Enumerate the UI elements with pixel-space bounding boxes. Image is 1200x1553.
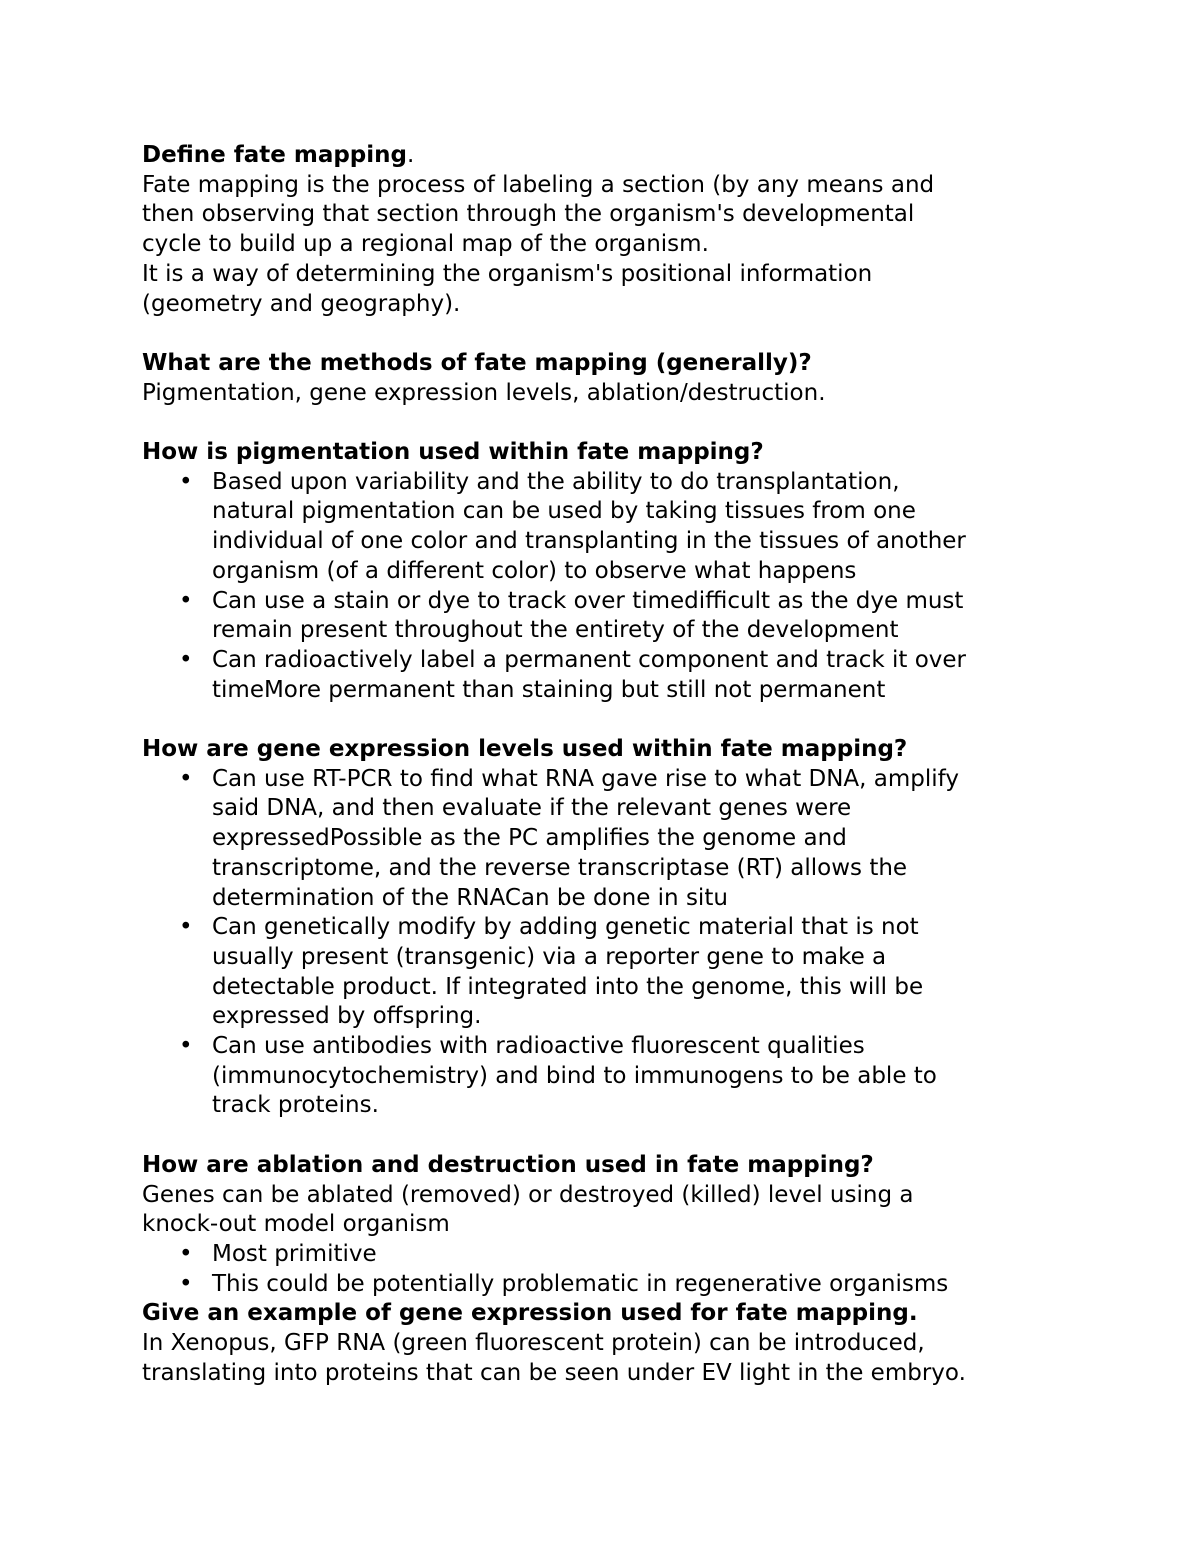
paragraph-gap (142, 705, 1092, 735)
question-example: Give an example of gene expression used for fate mapping. (142, 1300, 918, 1327)
bullet-line: Can use a stain or dye to track over timedifficult as the dye must (212, 587, 964, 614)
answer-line: Genes can be ablated (removed) or destroyed (killed) level using a (142, 1181, 914, 1208)
paragraph-gap (142, 319, 1092, 349)
paragraph-gap (142, 408, 1092, 438)
bullet-line: organism (of a different color) to observe what happens (212, 557, 857, 584)
question-pigmentation: How is pigmentation used within fate mapping? (142, 439, 764, 465)
bullet-glyph: • (179, 765, 193, 792)
list-item (142, 1240, 1092, 1270)
list-item (142, 646, 1092, 705)
bullet-glyph: • (179, 587, 193, 614)
bullet-line: Can use antibodies with radioactive fluorescent qualities (212, 1033, 865, 1060)
bullet-line: usually present (transgenic) via a reporter gene to make a (212, 943, 887, 970)
bullet-line: This could be potentially problematic in regenerative organisms (212, 1270, 949, 1297)
bullet-line: natural pigmentation can be used by taking tissues from one (212, 498, 916, 525)
question-ablation: How are ablation and destruction used in fate mapping? (142, 1151, 874, 1178)
bullet-line: determination of the RNACan be done in situ (212, 884, 728, 911)
answer-line: then observing that section through the organism's developmental (142, 201, 915, 228)
answer-line: cycle to build up a regional map of the organism. (142, 231, 709, 258)
answer-line: translating into proteins that can be seen under EV light in the embryo. (142, 1359, 966, 1386)
bullet-line: Can genetically modify by adding genetic material that is not (212, 914, 919, 941)
list-item (142, 587, 1092, 646)
gene-expression-bullet-list (142, 765, 1092, 1121)
pigmentation-bullet-list (142, 468, 1092, 706)
answer-line: It is a way of determining the organism's positional information (142, 260, 873, 287)
question-text: Define fate mapping (142, 142, 407, 168)
question-period: . (406, 142, 415, 168)
bullet-glyph: • (179, 646, 193, 673)
list-item (142, 1032, 1092, 1121)
bullet-line: Most primitive (212, 1240, 377, 1267)
bullet-glyph: • (179, 468, 193, 495)
answer-methods: Pigmentation, gene expression levels, ablation/destruction. (142, 379, 826, 406)
bullet-glyph: • (179, 1240, 193, 1267)
bullet-line: said DNA, and then evaluate if the relevant genes were (212, 795, 852, 822)
bullet-line: Can radioactively label a permanent component and track it over (212, 646, 967, 673)
bullet-line: Based upon variability and the ability to do transplantation, (212, 468, 900, 495)
list-item (142, 468, 1092, 587)
bullet-line: individual of one color and transplanting in the tissues of another (212, 528, 966, 555)
answer-line: knock-out model organism (142, 1211, 450, 1238)
bullet-line: detectable product. If integrated into the genome, this will be (212, 973, 924, 1000)
list-item (142, 765, 1092, 914)
question-gene-expression: How are gene expression levels used within fate mapping? (142, 736, 908, 763)
bullet-line: remain present throughout the entirety of the development (212, 617, 899, 644)
bullet-line: expressedPossible as the PC amplifies the genome and (212, 825, 847, 852)
answer-line: (geometry and geography). (142, 290, 461, 317)
bullet-line: expressed by offspring. (212, 1003, 482, 1030)
question-define-fate-mapping (142, 141, 1092, 171)
bullet-glyph: • (179, 1033, 193, 1060)
list-item (142, 913, 1092, 1032)
list-item (142, 1270, 1092, 1300)
bullet-glyph: • (179, 1270, 193, 1297)
answer-line: In Xenopus, GFP RNA (green fluorescent protein) can be introduced, (142, 1330, 925, 1357)
bullet-line: transcriptome, and the reverse transcriptase (RT) allows the (212, 854, 908, 881)
ablation-bullet-list (142, 1240, 1092, 1299)
bullet-line: (immunocytochemistry) and bind to immunogens to be able to (212, 1062, 937, 1089)
answer-line: Fate mapping is the process of labeling a section (by any means and (142, 171, 935, 198)
bullet-glyph: • (179, 914, 193, 941)
bullet-line: Can use RT-PCR to find what RNA gave rise to what DNA, amplify (212, 765, 959, 792)
bullet-line: track proteins. (212, 1092, 379, 1119)
bullet-line: timeMore permanent than staining but still not permanent (212, 676, 886, 703)
question-methods: What are the methods of fate mapping (generally)? (142, 349, 812, 376)
paragraph-gap (142, 1121, 1092, 1151)
document-page (142, 141, 1092, 1388)
